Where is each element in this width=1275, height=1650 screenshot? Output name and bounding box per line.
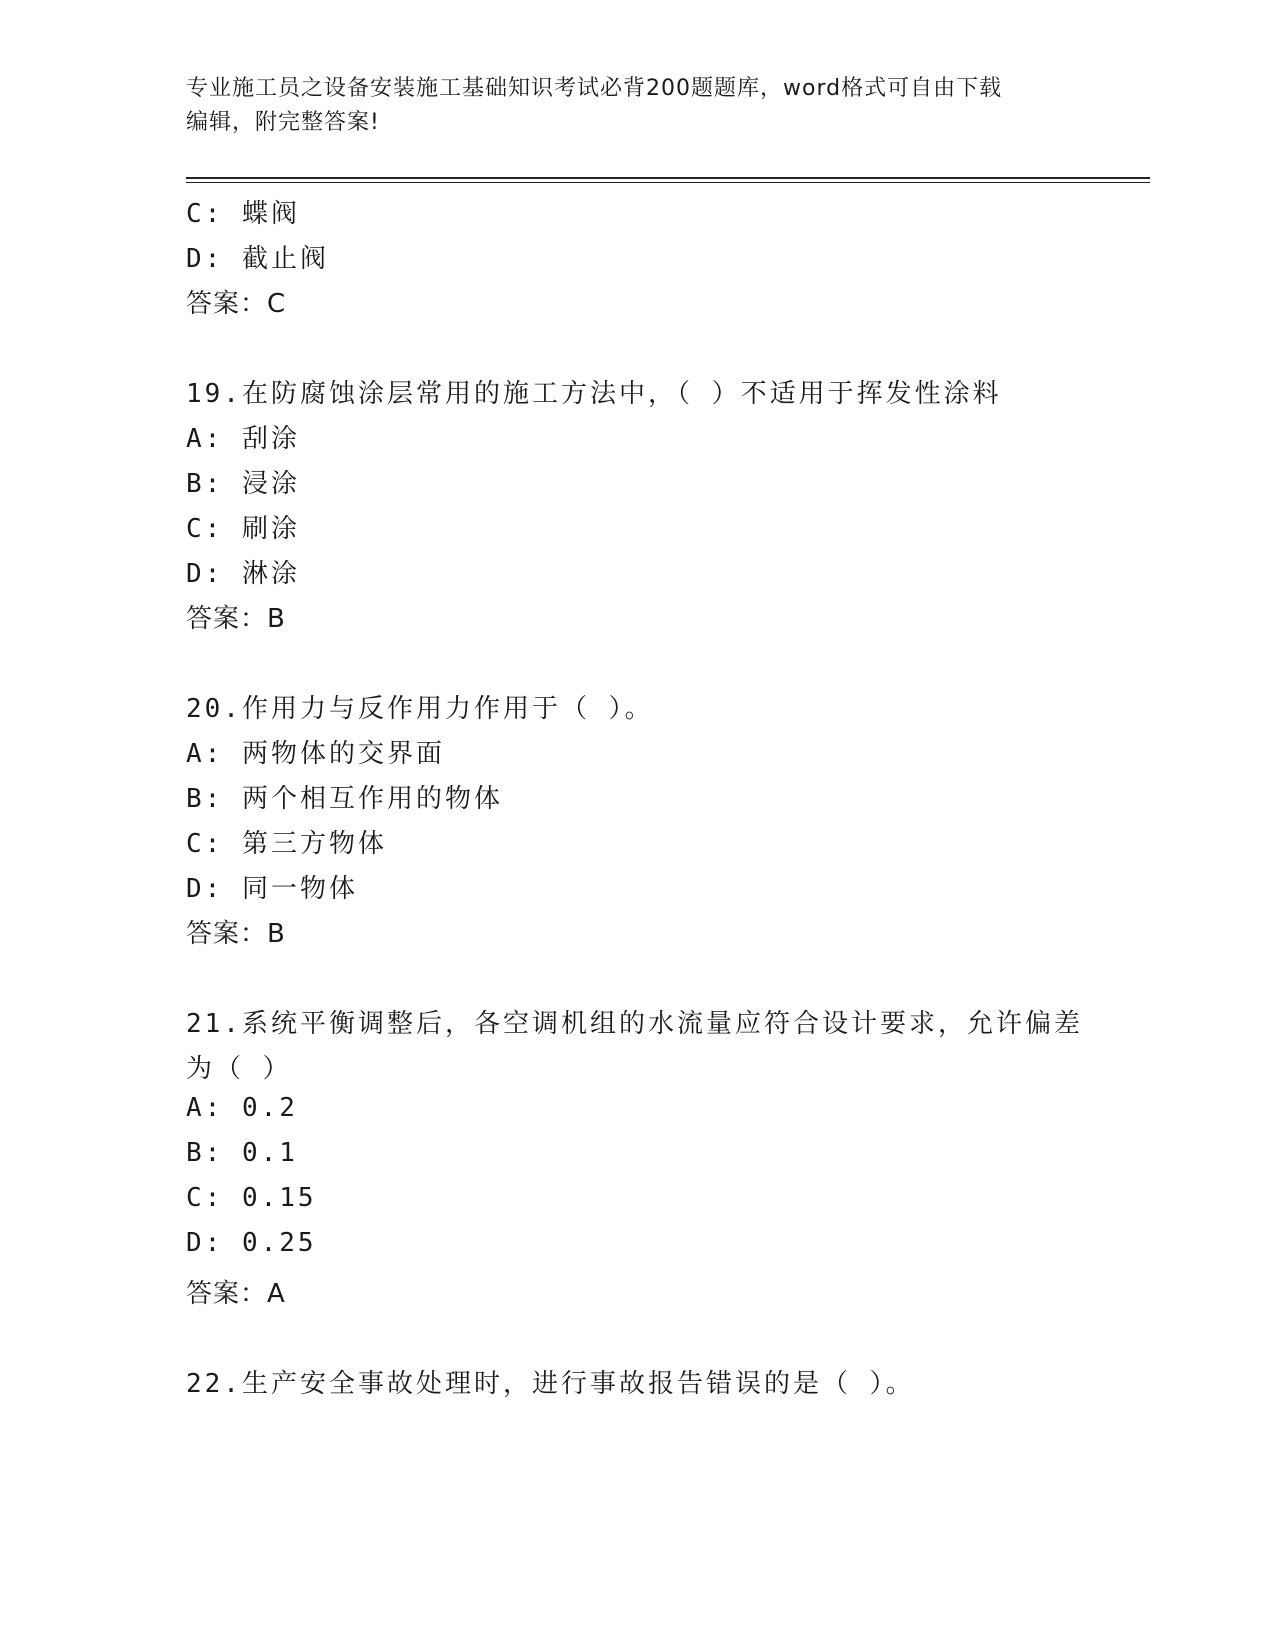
q21-question-line-1: 21.系统平衡调整后，各空调机组的水流量应符合设计要求，允许偏差 (186, 1009, 1083, 1039)
q20-option-b: B: 两个相互作用的物体 (186, 784, 503, 814)
q20-question: 20.作用力与反作用力作用于（ ）。 (186, 694, 654, 724)
q19-question: 19.在防腐蚀涂层常用的施工方法中，（ ）不适用于挥发性涂料 (186, 379, 1002, 409)
q21-option-b: B: 0.1 (186, 1138, 298, 1168)
q21-answer: 答案：A (186, 1279, 286, 1309)
q19-option-c: C: 刷涂 (186, 514, 300, 544)
q19-option-b: B: 浸涂 (186, 469, 300, 499)
q19-answer: 答案：B (186, 604, 286, 634)
q19-option-d: D: 淋涂 (186, 559, 300, 589)
q18-answer: 答案：C (186, 289, 287, 319)
q20-answer: 答案：B (186, 919, 286, 949)
document-header (186, 72, 1086, 140)
q22-question: 22.生产安全事故处理时，进行事故报告错误的是（ ）。 (186, 1369, 915, 1399)
q21-question-line-2: 为（ ） (186, 1054, 292, 1084)
q21-option-a: A: 0.2 (186, 1093, 298, 1123)
header-divider-thin (186, 182, 1150, 183)
q18-option-d: D: 截止阀 (186, 244, 329, 274)
q19-option-a: A: 刮涂 (186, 424, 300, 454)
header-title-line-2: 编辑，附完整答案! (186, 110, 380, 135)
q20-option-a: A: 两物体的交界面 (186, 739, 445, 769)
header-title-line-1: 专业施工员之设备安装施工基础知识考试必背200题题库，word格式可自由下载 (186, 76, 1003, 101)
q21-option-c: C: 0.15 (186, 1183, 317, 1213)
q18-option-c: C: 蝶阀 (186, 199, 300, 229)
q21-option-d: D: 0.25 (186, 1228, 317, 1258)
q20-option-c: C: 第三方物体 (186, 829, 387, 859)
header-divider-thick (186, 177, 1150, 179)
q20-option-d: D: 同一物体 (186, 874, 358, 904)
